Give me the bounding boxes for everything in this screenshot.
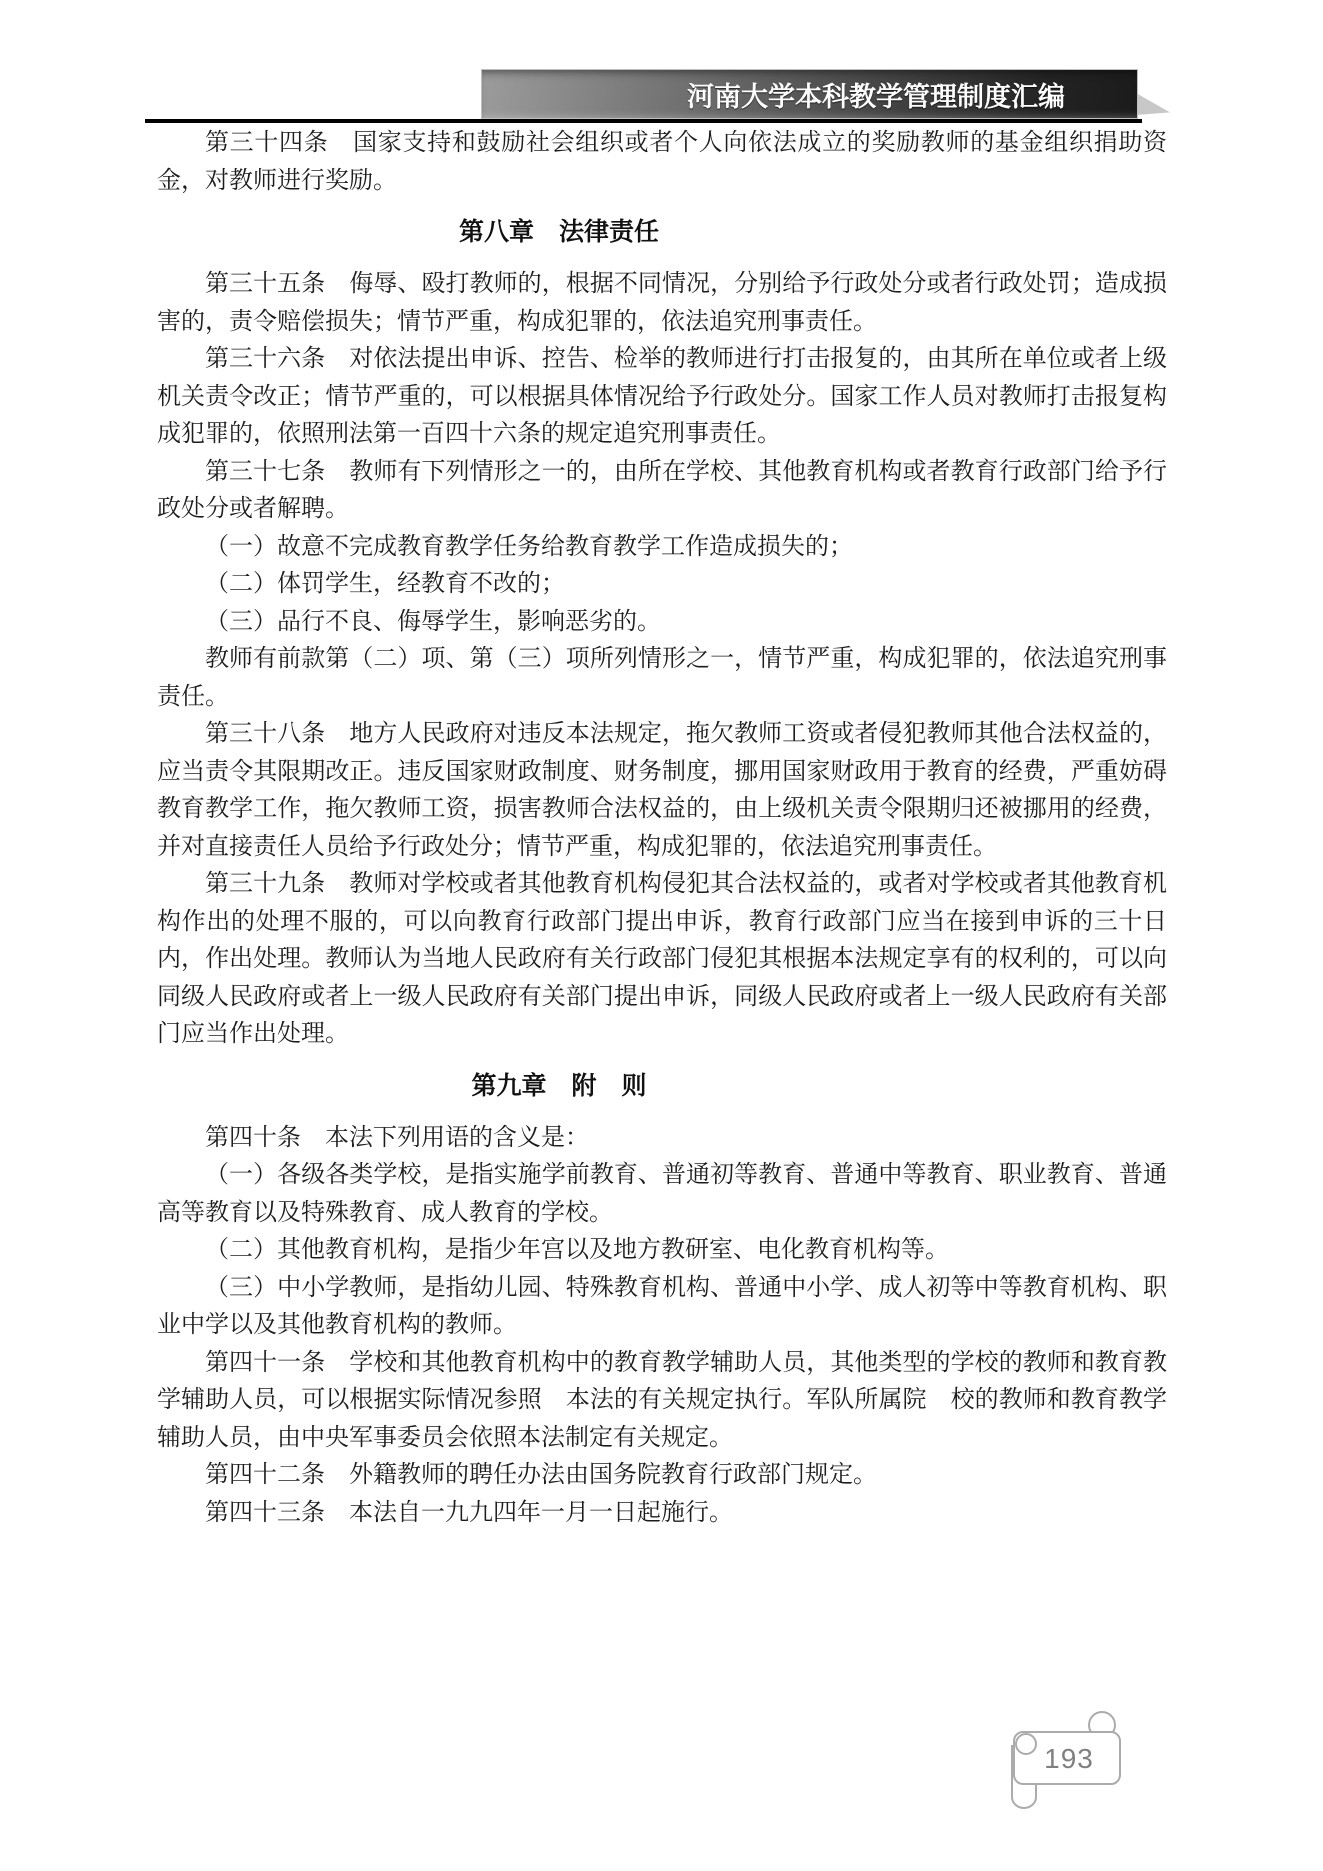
paragraph-article-42: 第四十二条 外籍教师的聘任办法由国务院教育行政部门规定。 bbox=[205, 1462, 877, 1488]
list-item-2: （二）体罚学生，经教育不改的； bbox=[205, 571, 565, 597]
paragraph-article-36: 第三十六条 对依法提出申诉、控告、检举的教师进行打击报复的，由其所在单位或者上级机关责令改正；情节严重的，可以根据具体情况给予行政处分。国家工作人员对教师打击报复构成犯罪的，依照刑法第一百四十六条的规定追究刑事责任。 bbox=[157, 346, 1167, 447]
paragraph-article-41: 第四十一条 学校和其他教育机构中的教育教学辅助人员，其他类型的学校的教师和教育教学辅助人员，可以根据实际情况参照 本法的有关规定执行。军队所属院 校的教师和教育教学辅助人员，由中央军事委员会依照本法制定有关规定。 bbox=[157, 1349, 1167, 1451]
paragraph-article-35: 第三十五条 侮辱、殴打教师的，根据不同情况，分别给予行政处分或者行政处罚；造成损害的，责令赔偿损失；情节严重，构成犯罪的，依法追究刑事责任。 bbox=[157, 271, 1167, 335]
definition-item-1: （一）各级各类学校，是指实施学前教育、普通初等教育、普通中等教育、职业教育、普通高等教育以及特殊教育、成人教育的学校。 bbox=[157, 1162, 1167, 1226]
paragraph-article-37-tail: 教师有前款第（二）项、第（三）项所列情形之一，情节严重，构成犯罪的，依法追究刑事责任。 bbox=[157, 646, 1167, 710]
chapter-9-heading: 第九章 附 则 bbox=[471, 1072, 647, 1100]
page-number: 193 bbox=[1044, 1743, 1094, 1774]
document-content bbox=[157, 125, 1167, 1532]
paragraph-article-43: 第四十三条 本法自一九九四年一月一日起施行。 bbox=[205, 1499, 733, 1526]
banner-tail-icon bbox=[1136, 93, 1170, 115]
page-number-scroll bbox=[1002, 1706, 1132, 1814]
paragraph-article-40: 第四十条 本法下列用语的含义是： bbox=[205, 1124, 589, 1151]
paragraph-article-34: 第三十四条 国家支持和鼓励社会组织或者个人向依法成立的奖励教师的基金组织捐助资金，对教师进行奖励。 bbox=[157, 130, 1167, 194]
banner-title: 河南大学本科教学管理制度汇编 bbox=[687, 81, 1065, 112]
paragraph-article-39: 第三十九条 教师对学校或者其他教育机构侵犯其合法权益的，或者对学校或者其他教育机构作出的处理不服的，可以向教育行政部门提出申诉，教育行政部门应当在接到申诉的三十日内，作出处理。教师认为当地人民政府有关行政部门侵犯其根据本法规定享有的权利的，可以向同级人民政府或者上一级人民政府有关部门提出申诉，同级人民政府或者上一级人民政府有关部门应当作出处理。 bbox=[157, 871, 1167, 1047]
list-item-3: （三）品行不良、侮辱学生，影响恶劣的。 bbox=[205, 608, 661, 635]
header-rule bbox=[145, 119, 1142, 123]
header-banner bbox=[482, 70, 1137, 118]
scroll-icon bbox=[1002, 1706, 1132, 1814]
definition-item-3: （三）中小学教师，是指幼儿园、特殊教育机构、普通中小学、成人初等中等教育机构、职业中学以及其他教育机构的教师。 bbox=[157, 1274, 1167, 1338]
definition-item-2: （二）其他教育机构，是指少年宫以及地方教研室、电化教育机构等。 bbox=[205, 1237, 949, 1263]
paragraph-article-38: 第三十八条 地方人民政府对违反本法规定，拖欠教师工资或者侵犯教师其他合法权益的，应当责令其限期改正。违反国家财政制度、财务制度，挪用国家财政用于教育的经费，严重妨碍教育教学工作，拖欠教师工资，损害教师合法权益的，由上级机关责令限期归还被挪用的经费，并对直接责任人员给予行政处分；情节严重，构成犯罪的，依法追究刑事责任。 bbox=[157, 721, 1167, 860]
chapter-8-heading: 第八章 法律责任 bbox=[458, 219, 659, 246]
paragraph-article-37: 第三十七条 教师有下列情形之一的，由所在学校、其他教育机构或者教育行政部门给予行政处分或者解聘。 bbox=[157, 458, 1167, 522]
list-item-1: （一）故意不完成教育教学任务给教育教学工作造成损失的； bbox=[205, 533, 853, 560]
